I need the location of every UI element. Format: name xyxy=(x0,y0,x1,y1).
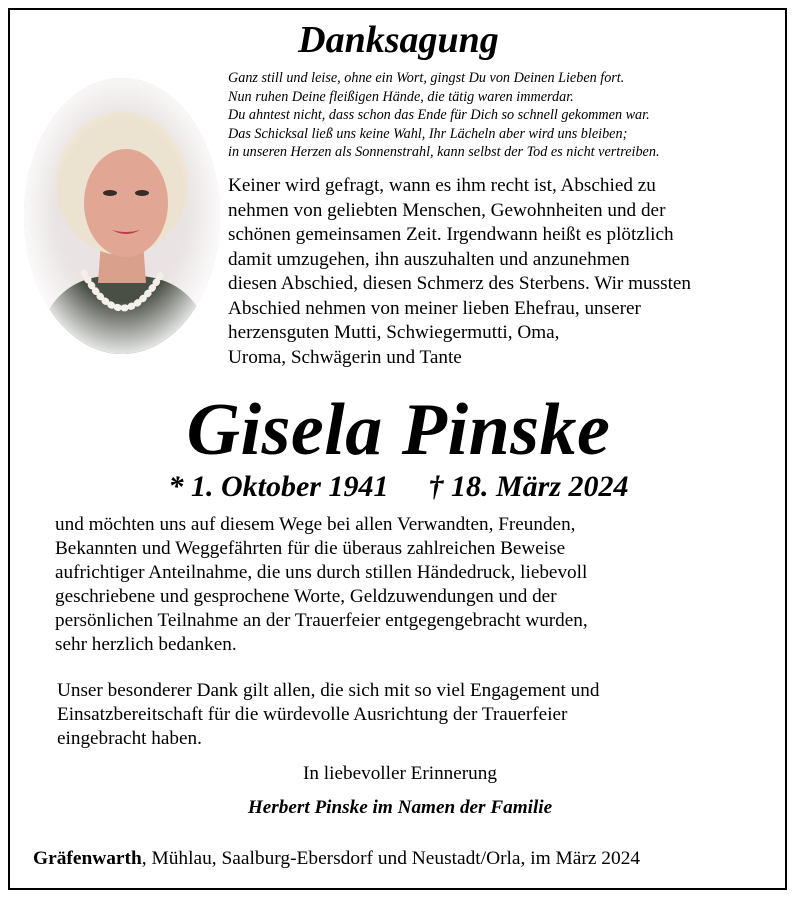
signature-line: Herbert Pinske im Namen der Familie xyxy=(247,797,553,818)
poem-line: Du ahntest nicht, dass schon das Ende für Dich so schnell gekommen war. xyxy=(228,107,650,124)
thanks-line: persönlichen Teilnahme an der Trauerfeier entgegengebracht wurden, xyxy=(55,610,588,632)
intro-line: nehmen von geliebten Menschen, Gewohnheiten und der xyxy=(228,199,666,221)
special-thanks-line: Einsatzbereitschaft für die würdevolle Ausrichtung der Trauerfeier xyxy=(57,704,568,726)
poem-line: Das Schicksal ließ uns keine Wahl, Ihr Lächeln aber wird uns bleiben; xyxy=(228,125,628,142)
intro-line: Abschied nehmen von meiner lieben Ehefrau, unserer xyxy=(228,297,641,319)
memory-line: In liebevoller Erinnerung xyxy=(303,763,497,784)
intro-line: schönen gemeinsamen Zeit. Irgendwann heißt es plötzlich xyxy=(228,224,674,245)
intro-text xyxy=(228,174,691,370)
special-thanks-line: Unser besonderer Dank gilt allen, die sich mit so viel Engagement und xyxy=(57,680,600,701)
death-date: † 18. März 2024 xyxy=(428,470,629,503)
portrait-photo xyxy=(24,78,220,354)
place-and-date: , Mühlau, Saalburg-Ebersdorf und Neustadt/Orla, im März 2024 xyxy=(141,848,641,869)
intro-line: damit umzugehen, ihn auszuhalten und anzunehmen xyxy=(228,248,630,270)
poem-line: Ganz still und leise, ohne ein Wort, gingst Du von Deinen Lieben fort. xyxy=(228,70,625,86)
birth-date: * 1. Oktober 1941 xyxy=(168,470,389,503)
notice-title: Danksagung xyxy=(298,19,499,61)
deceased-name: Gisela Pinske xyxy=(186,389,611,471)
life-dates xyxy=(0,470,797,504)
poem xyxy=(228,69,660,162)
special-thanks-paragraph xyxy=(57,679,599,751)
thanks-line: sehr herzlich bedanken. xyxy=(55,634,237,656)
place-name: Gräfenwarth xyxy=(33,848,142,869)
intro-line: Keiner wird gefragt, wann es ihm recht ist, Abschied zu xyxy=(228,175,656,196)
portrait-illustration xyxy=(24,78,220,354)
intro-line: diesen Abschied, diesen Schmerz des Sterbens. Wir mussten xyxy=(228,273,692,294)
thanks-line: Bekannten und Weggefährten für die überaus zahlreichen Beweise xyxy=(55,538,566,560)
thanks-line: aufrichtiger Anteilnahme, die uns durch stillen Händedruck, liebevoll xyxy=(55,562,588,584)
intro-line: herzensguten Mutti, Schwiegermutti, Oma, xyxy=(228,322,560,343)
poem-line: Nun ruhen Deine fleißigen Hände, die tätig waren immerdar. xyxy=(228,88,574,105)
poem-line: in unseren Herzen als Sonnenstrahl, kann selbst der Tod es nicht vertreiben. xyxy=(228,144,660,161)
thanks-line: geschriebene und gesprochene Worte, Geldzuwendungen und der xyxy=(55,586,557,608)
thanks-line: und möchten uns auf diesem Wege bei allen Verwandten, Freunden, xyxy=(55,514,576,535)
thanks-paragraph xyxy=(55,513,588,658)
intro-line: Uroma, Schwägerin und Tante xyxy=(228,346,462,368)
place-date-line xyxy=(33,848,640,870)
special-thanks-line: eingebracht haben. xyxy=(57,728,202,750)
